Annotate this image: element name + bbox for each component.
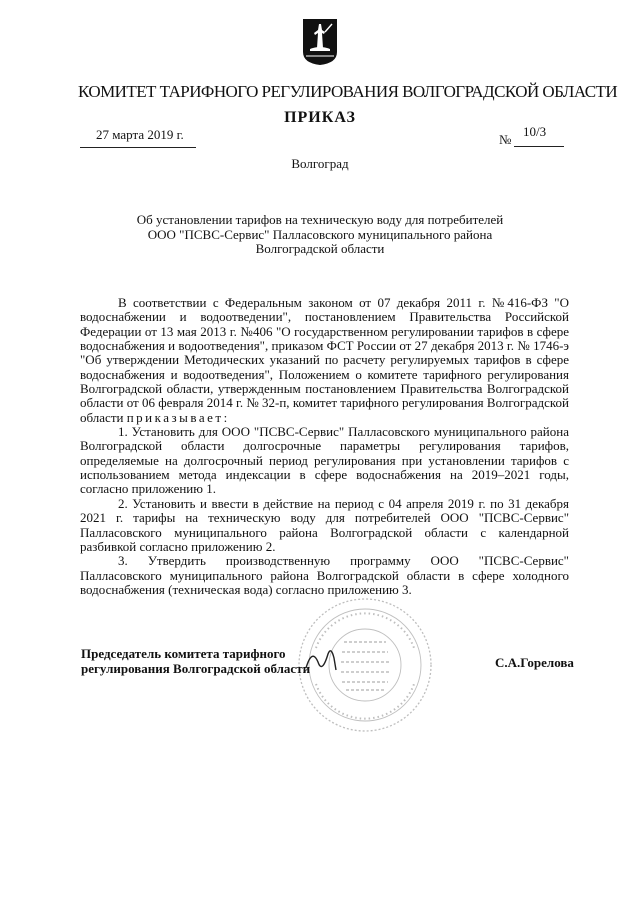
signer-title-line-1: Председатель комитета тарифного xyxy=(81,646,286,661)
item-2: 2. Установить и ввести в действие на период с 04 апреля 2019 г. по 31 декабря 2021 г. тарифы на техническую воду для потребителей ООО "ПСВС-Сервис" Палласовского муниципального района Волгоградской области с календарной разбивкой согласно приложению 2. xyxy=(80,495,569,554)
preamble-text: В соответствии с Федеральным законом от 07 декабря 2011 г. №416-ФЗ "О водоснабжении и водоотведении", постановлением Правительства Российской Федерации от 13 мая 2013 г. №406 "О государственном регулировании тарифов в сфере водоснабжения и водоотведения", приказом ФСТ России от 27 декабря 2013 г. № 1746-э "Об утверждении Методических указаний по расчету регулируемых тарифов в сфере водоснабжения и водоотведения", Положением о комитете тарифного регулирования Волгоградской области, утвержденным постановлением Правительства Волгоградской области от 06 февраля 2014 г. № 32-п, комитет тарифного регулирования Волгоградской области xyxy=(80,295,569,425)
decree-word: приказывает: xyxy=(126,409,230,425)
subject-line-2: ООО "ПСВС-Сервис" Палласовского муниципального района xyxy=(147,226,493,242)
number-sign: № xyxy=(499,132,512,147)
subject-line-3: Волгоградской области xyxy=(255,241,385,256)
date-underline xyxy=(80,147,196,148)
preamble-paragraph xyxy=(80,296,569,425)
order-body xyxy=(80,296,569,597)
item-3: 3. Утвердить производственную программу ООО "ПСВС-Сервис" Палласовского муниципального района Волгоградской области в сфере холодного водоснабжения (техническая вода) согласно приложению 3. xyxy=(80,553,569,597)
order-number: 10/3 xyxy=(523,124,547,139)
item-1: 1. Установить для ООО "ПСВС-Сервис" Палласовского муниципального района Волгоградской области долгосрочные параметры регулирования тарифов, определяемые на долгосрочный период регулирования при установлении тарифов с использованием метода индексации в сфере водоснабжения на 2019–2021 годы, согласно приложению 1. xyxy=(80,424,569,497)
committee-name: КОМИТЕТ ТАРИФНОГО РЕГУЛИРОВАНИЯ ВОЛГОГРАДСКОЙ ОБЛАСТИ xyxy=(78,82,618,101)
signer-name: С.А.Горелова xyxy=(495,655,574,670)
order-subject xyxy=(120,213,520,257)
subject-line-1: Об установлении тарифов на техническую воду для потребителей xyxy=(136,212,504,227)
document-type-title: ПРИКАЗ xyxy=(284,109,356,126)
signer-title xyxy=(81,647,310,676)
city: Волгоград xyxy=(291,156,349,171)
number-underline xyxy=(514,146,564,147)
order-date: 27 марта 2019 г. xyxy=(96,127,184,142)
signer-title-line-2: регулирования Волгоградской области xyxy=(81,660,311,676)
volgograd-coat-of-arms-icon xyxy=(302,18,338,66)
